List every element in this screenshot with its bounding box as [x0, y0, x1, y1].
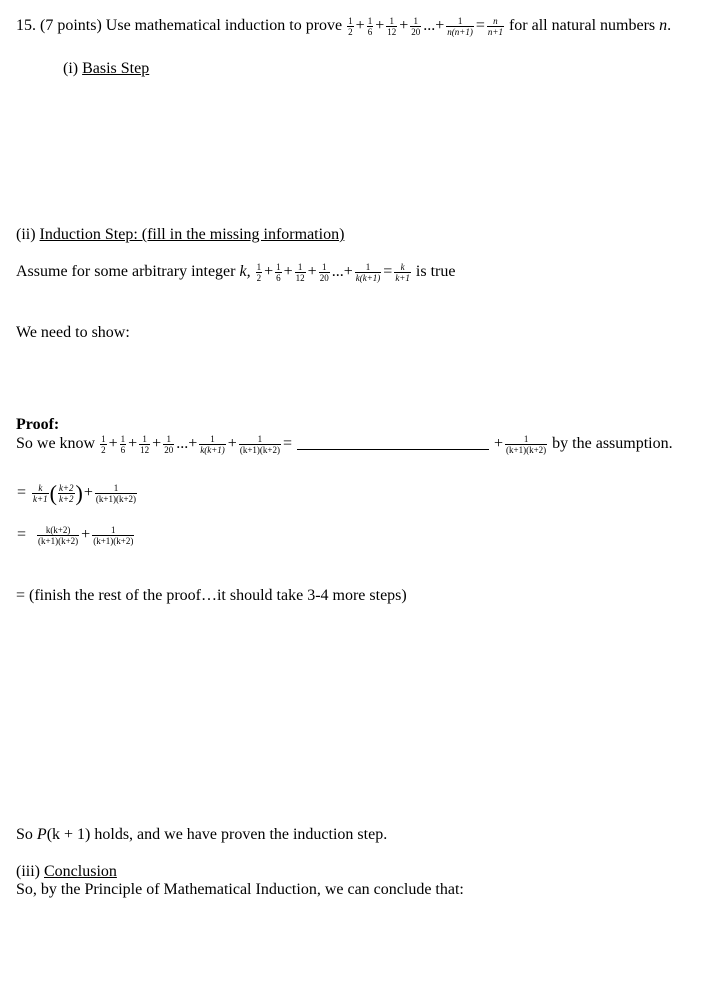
assume-prefix: Assume for some arbitrary integer — [16, 263, 236, 281]
variable-n: n — [659, 17, 668, 35]
fraction-1-12: $\frac{1}{12}$ — [140, 434, 150, 455]
fraction-n-n1: $\frac{n}{n+1}$ — [487, 16, 503, 37]
induction-label: (ii) — [16, 226, 36, 243]
fraction-1-k-k1: $\frac{1}{k(k+1)}$ — [355, 262, 381, 283]
fraction-1-k1k2: $\frac{1}{(k+1)(k+2)}$ — [95, 483, 137, 504]
basis-label: (i) — [63, 60, 79, 77]
fraction-1-k-k1: $\frac{1}{k(k+1)}$ — [200, 434, 225, 455]
fraction-k-k1: $\frac{k}{k+1}$ — [33, 483, 48, 504]
fraction-1-20: $\frac{1}{20}$ — [164, 434, 174, 455]
need-to-show: We need to show: — [16, 324, 130, 341]
proof-line-2: = $\frac{k}{k+1}$ ( $\frac{k+2}{k+2}$ )+ $\frac{1}{(k+1)(k+2)}$ — [17, 480, 137, 506]
so-we-know: So we know — [16, 435, 96, 453]
fraction-1-6: $\frac{1}{6}$ — [276, 262, 281, 283]
fraction-1-n-n1: $\frac{1}{n(n+1)}$ — [447, 16, 473, 37]
problem-points: (7 points) — [40, 17, 102, 35]
fraction-1-k1k2: $\frac{1}{(k+1)(k+2)}$ — [239, 434, 280, 455]
conclusion-title: Conclusion — [44, 863, 117, 880]
fraction-1-12: $\frac{1}{12}$ — [295, 262, 305, 283]
assumption-text: by the assumption. — [552, 435, 673, 453]
proof-line-1: So we know $\frac{1}{2}$ + $\frac{1}{6}$ + $\frac{1}{12}$ + $\frac{1}{20}$ ...+ $\frac{1}{k(k+1)}$ + $\frac{1}{(k+1)(k+2)}$ = + $\frac{1}{(k+1)(k+2)}$ by the assumption. — [16, 434, 673, 455]
fraction-1-2: $\frac{1}{2}$ — [348, 16, 353, 37]
proof-line-3: = $\frac{k(k+2)}{(k+1)(k+2)}$ + $\frac{1}{(k+1)(k+2)}$ — [17, 525, 134, 546]
fraction-1-2: $\frac{1}{2}$ — [256, 262, 262, 283]
conclusion-label: (iii) — [16, 863, 40, 880]
assumption-line: Assume for some arbitrary integer k, $\frac{1}{2}$ + $\frac{1}{6}$ + $\frac{1}{12}$ + $\frac{1}{20}$ ...+ $\frac{1}{k(k+1)}$ = $\frac{k}{k+1}$ is true — [16, 262, 456, 283]
fraction-1-6: $\frac{1}{6}$ — [120, 434, 126, 455]
conclusion-heading — [16, 862, 117, 882]
problem-statement: 15. (7 points) Use mathematical induction to prove $\frac{1}{2}$ + $\frac{1}{6}$ + $\frac{1}{12}$ + $\frac{1}{20}$ ...+ $\frac{1}{n(n+1)}$ = $\frac{n}{n+1}$ for all natural numbers n. — [16, 16, 672, 37]
fraction-1-k1k2: $\frac{1}{(k+1)(k+2)}$ — [93, 525, 134, 546]
holds-statement: So P(k + 1) holds, and we have proven the induction step. — [16, 826, 388, 843]
answer-blank[interactable] — [297, 439, 489, 450]
problem-suffix: for all natural numbers — [508, 17, 656, 35]
assume-suffix: is true — [415, 263, 456, 281]
fraction-1-6: $\frac{1}{6}$ — [367, 16, 373, 37]
fraction-k2-k2: $\frac{k+2}{k+2}$ — [58, 483, 74, 504]
finish-prompt: = (finish the rest of the proof…it should take 3-4 more steps) — [16, 587, 407, 604]
problem-prompt: Use mathematical induction to prove — [105, 17, 343, 35]
basis-title: Basis Step — [82, 60, 150, 77]
fraction-1-20: $\frac{1}{20}$ — [411, 16, 421, 37]
induction-title: Induction Step: (fill in the missing information) — [39, 226, 345, 243]
conclusion-text: So, by the Principle of Mathematical Induction, we can conclude that: — [16, 881, 464, 898]
fraction-1-k1k2: $\frac{1}{(k+1)(k+2)}$ — [506, 434, 547, 455]
induction-step-heading — [16, 225, 344, 245]
fraction-1-12: $\frac{1}{12}$ — [387, 16, 397, 37]
proof-heading: Proof: — [16, 416, 60, 433]
fraction-1-2: $\frac{1}{2}$ — [101, 434, 106, 455]
problem-number: 15. — [16, 17, 36, 35]
basis-step-heading — [63, 59, 149, 79]
fraction-k-k1: $\frac{k}{k+1}$ — [395, 262, 410, 283]
predicate-p: P — [36, 826, 47, 843]
variable-k: k, — [239, 263, 251, 281]
fraction-kk2-k1k2: $\frac{k(k+2)}{(k+1)(k+2)}$ — [38, 525, 79, 546]
fraction-1-20: $\frac{1}{20}$ — [319, 262, 329, 283]
